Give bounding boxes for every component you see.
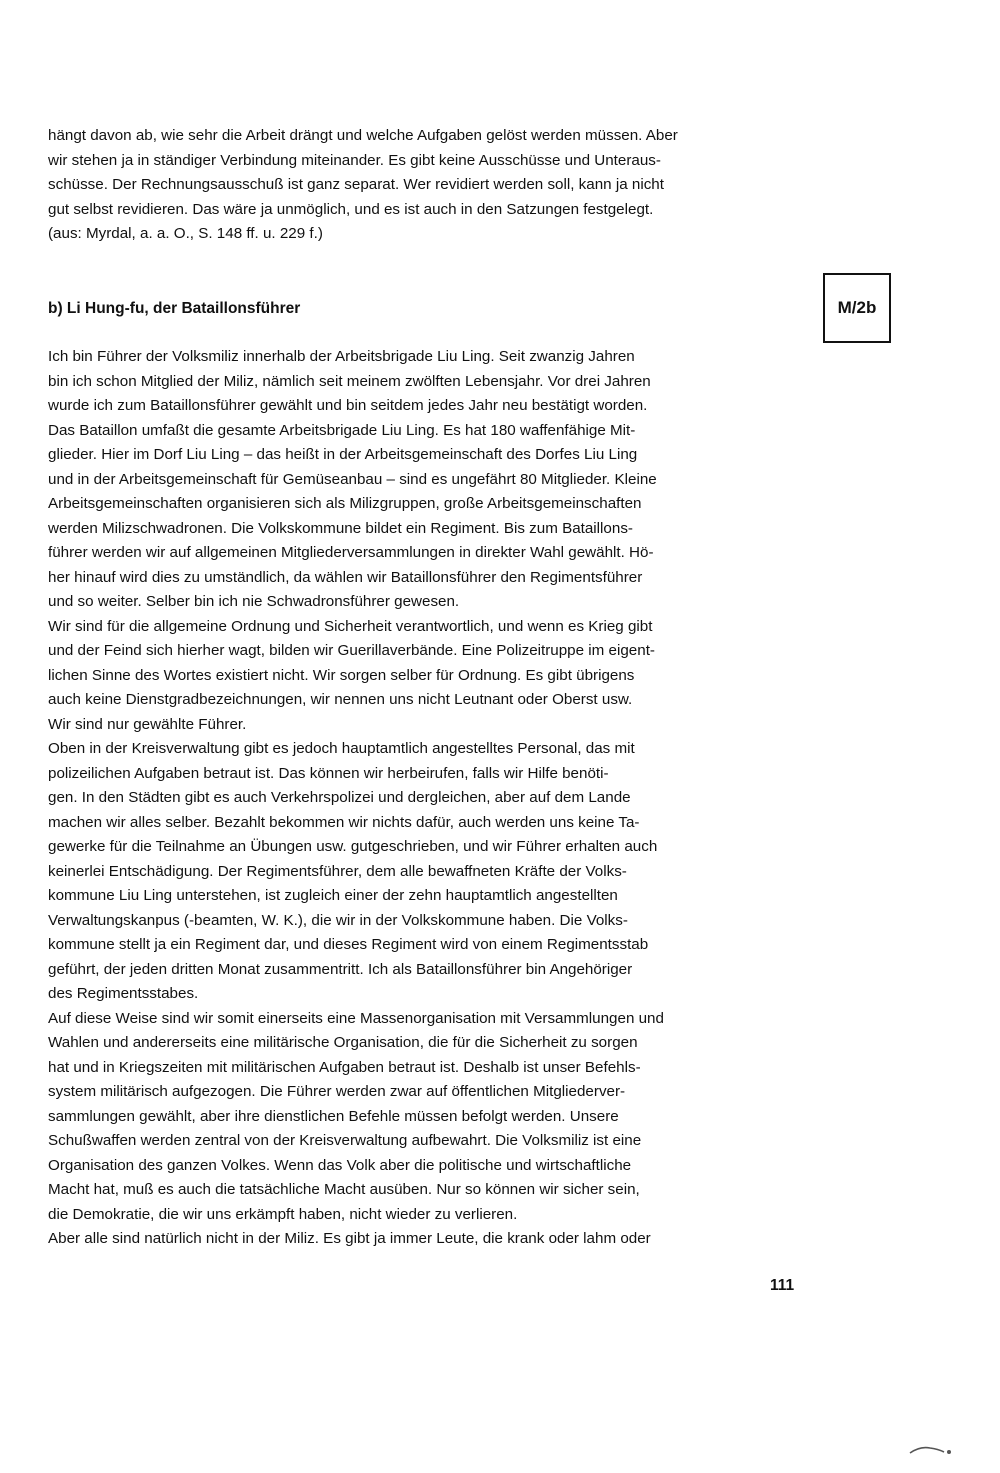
body-text-line: Auf diese Weise sind wir somit einerseits eine Massenorganisation mit Versammlungen und bbox=[48, 1009, 664, 1027]
body-text-line: Arbeitsgemeinschaften organisieren sich als Milizgruppen, große Arbeitsgemeinschaften bbox=[48, 495, 642, 512]
body-text-line: und in der Arbeitsgemeinschaft für Gemüseanbau – sind es ungefährt 80 Mitglieder. Kleine bbox=[48, 470, 657, 488]
page-number: 111 bbox=[770, 1277, 795, 1294]
intro-text-line: schüsse. Der Rechnungsausschuß ist ganz separat. Wer revidiert werden soll, kann ja nicht bbox=[48, 176, 664, 193]
body-text-line: Macht hat, muß es auch die tatsächliche Macht ausüben. Nur so können wir sicher sein, bbox=[48, 1181, 640, 1198]
body-text-line: Aber alle sind natürlich nicht in der Miliz. Es gibt ja immer Leute, die krank oder lahm oder bbox=[48, 1230, 651, 1247]
body-text-line: Schußwaffen werden zentral von der Kreisverwaltung aufbewahrt. Die Volksmiliz ist eine bbox=[48, 1132, 642, 1149]
body-text-line: kommune Liu Ling unterstehen, ist zugleich einer der zehn hauptamtlich angestellten bbox=[48, 887, 618, 904]
body-text-line: Wahlen und andererseits eine militärische Organisation, die für die Sicherheit zu sorgen bbox=[48, 1034, 638, 1051]
body-text-line: auch keine Dienstgradbezeichnungen, wir nennen uns nicht Leutnant oder Oberst usw. bbox=[48, 691, 633, 708]
body-text-line: Ich bin Führer der Volksmiliz innerhalb der Arbeitsbrigade Liu Ling. Seit zwanzig Jahren bbox=[48, 348, 635, 365]
body-text-line: Das Bataillon umfaßt die gesamte Arbeitsbrigade Liu Ling. Es hat 180 waffenfähige Mit- bbox=[48, 421, 636, 439]
body-text-line: system militärisch aufgezogen. Die Führer werden zwar auf öffentlichen Mitgliederver- bbox=[48, 1083, 626, 1100]
body-text-line: wurde ich zum Bataillonsführer gewählt und bin seitdem jedes Jahr neu bestätigt worden. bbox=[48, 397, 648, 414]
main-text bbox=[48, 345, 808, 1252]
body-text-line: Oben in der Kreisverwaltung gibt es jedoch hauptamtlich angestelltes Personal, das mit bbox=[48, 740, 635, 757]
intro-text-line: wir stehen ja in ständiger Verbindung miteinander. Es gibt keine Ausschüsse und Unteraus- bbox=[48, 151, 661, 169]
body-text-line: kommune stellt ja ein Regiment dar, und dieses Regiment wird von einem Regimentsstab bbox=[48, 936, 649, 953]
body-text-line: gewerke für die Teilnahme an Übungen usw. gutgeschrieben, und wir Führer erhalten auch bbox=[48, 838, 658, 855]
body-text-line: lichen Sinne des Wortes existiert nicht. Wir sorgen selber für Ordnung. Es gibt übrigens bbox=[48, 666, 635, 684]
section-marker-box bbox=[823, 273, 891, 343]
body-text-line: her hinauf wird dies zu umständlich, da wählen wir Bataillonsführer den Regimentsführer bbox=[48, 568, 643, 586]
intro-text-line: gut selbst revidieren. Das wäre ja unmöglich, und es ist auch in den Satzungen festgelegt. bbox=[48, 200, 654, 218]
body-text-line: Verwaltungskanpus (-beamten, W. K.), die wir in der Volkskommune haben. Die Volks- bbox=[48, 911, 628, 929]
body-text-line: gen. In den Städten gibt es auch Verkehrspolizei und dergleichen, aber auf dem Lande bbox=[48, 789, 631, 806]
body-text-line: werden Milizschwadronen. Die Volkskommune bildet ein Regiment. Bis zum Bataillons- bbox=[48, 519, 633, 537]
intro-text-line: (aus: Myrdal, a. a. O., S. 148 ff. u. 229 f.) bbox=[48, 225, 323, 242]
body-text-line: keinerlei Entschädigung. Der Regimentsführer, dem alle bewaffneten Kräfte der Volks- bbox=[48, 862, 627, 880]
body-text-line: geführt, der jeden dritten Monat zusammentritt. Ich als Bataillonsführer bin Angehöriger bbox=[48, 960, 633, 978]
body-text-line: sammlungen gewählt, aber ihre dienstlichen Befehle müssen befolgt werden. Unsere bbox=[48, 1107, 619, 1125]
body-text-line: führer werden wir auf allgemeinen Mitgliederversammlungen in direkter Wahl gewählt. Hö- bbox=[48, 544, 654, 561]
body-text-line: und der Feind sich hierher wagt, bilden wir Guerillaverbände. Eine Polizeitruppe im eigent- bbox=[48, 642, 655, 659]
body-text-line: Wir sind für die allgemeine Ordnung und Sicherheit verantwortlich, und wenn es Krieg gibt bbox=[48, 617, 653, 635]
body-text-line: die Demokratie, die wir uns erkämpft haben, nicht wieder zu verlieren. bbox=[48, 1205, 518, 1223]
section-heading: b) Li Hung-fu, der Bataillonsführer bbox=[48, 300, 301, 317]
body-text-line: bin ich schon Mitglied der Miliz, nämlich seit meinem zwölften Lebensjahr. Vor drei Jahren bbox=[48, 372, 651, 390]
body-text-line: machen wir alles selber. Bezahlt bekommen wir nichts dafür, auch werden uns keine Ta- bbox=[48, 813, 640, 831]
body-text-line: glieder. Hier im Dorf Liu Ling – das heißt in der Arbeitsgemeinschaft des Dorfes Liu Ling bbox=[48, 446, 638, 463]
section-marker-label: M/2b bbox=[837, 298, 877, 317]
scan-artifact-mark bbox=[908, 1442, 954, 1456]
body-text-line: hat und in Kriegszeiten mit militärischen Aufgaben betraut ist. Deshalb ist unser Befehls- bbox=[48, 1058, 641, 1076]
body-text-line: polizeilichen Aufgaben betraut ist. Das können wir herbeirufen, falls wir Hilfe benöti- bbox=[48, 764, 609, 782]
body-text-line: des Regimentsstabes. bbox=[48, 985, 199, 1002]
body-text-line: und so weiter. Selber bin ich nie Schwadronsführer gewesen. bbox=[48, 593, 460, 610]
intro-text-line: hängt davon ab, wie sehr die Arbeit drängt und welche Aufgaben gelöst werden müssen. Aber bbox=[48, 127, 678, 144]
body-text-line: Organisation des ganzen Volkes. Wenn das Volk aber die politische und wirtschaftliche bbox=[48, 1156, 632, 1174]
intro-paragraph bbox=[48, 124, 808, 247]
body-text-line: Wir sind nur gewählte Führer. bbox=[48, 715, 247, 733]
